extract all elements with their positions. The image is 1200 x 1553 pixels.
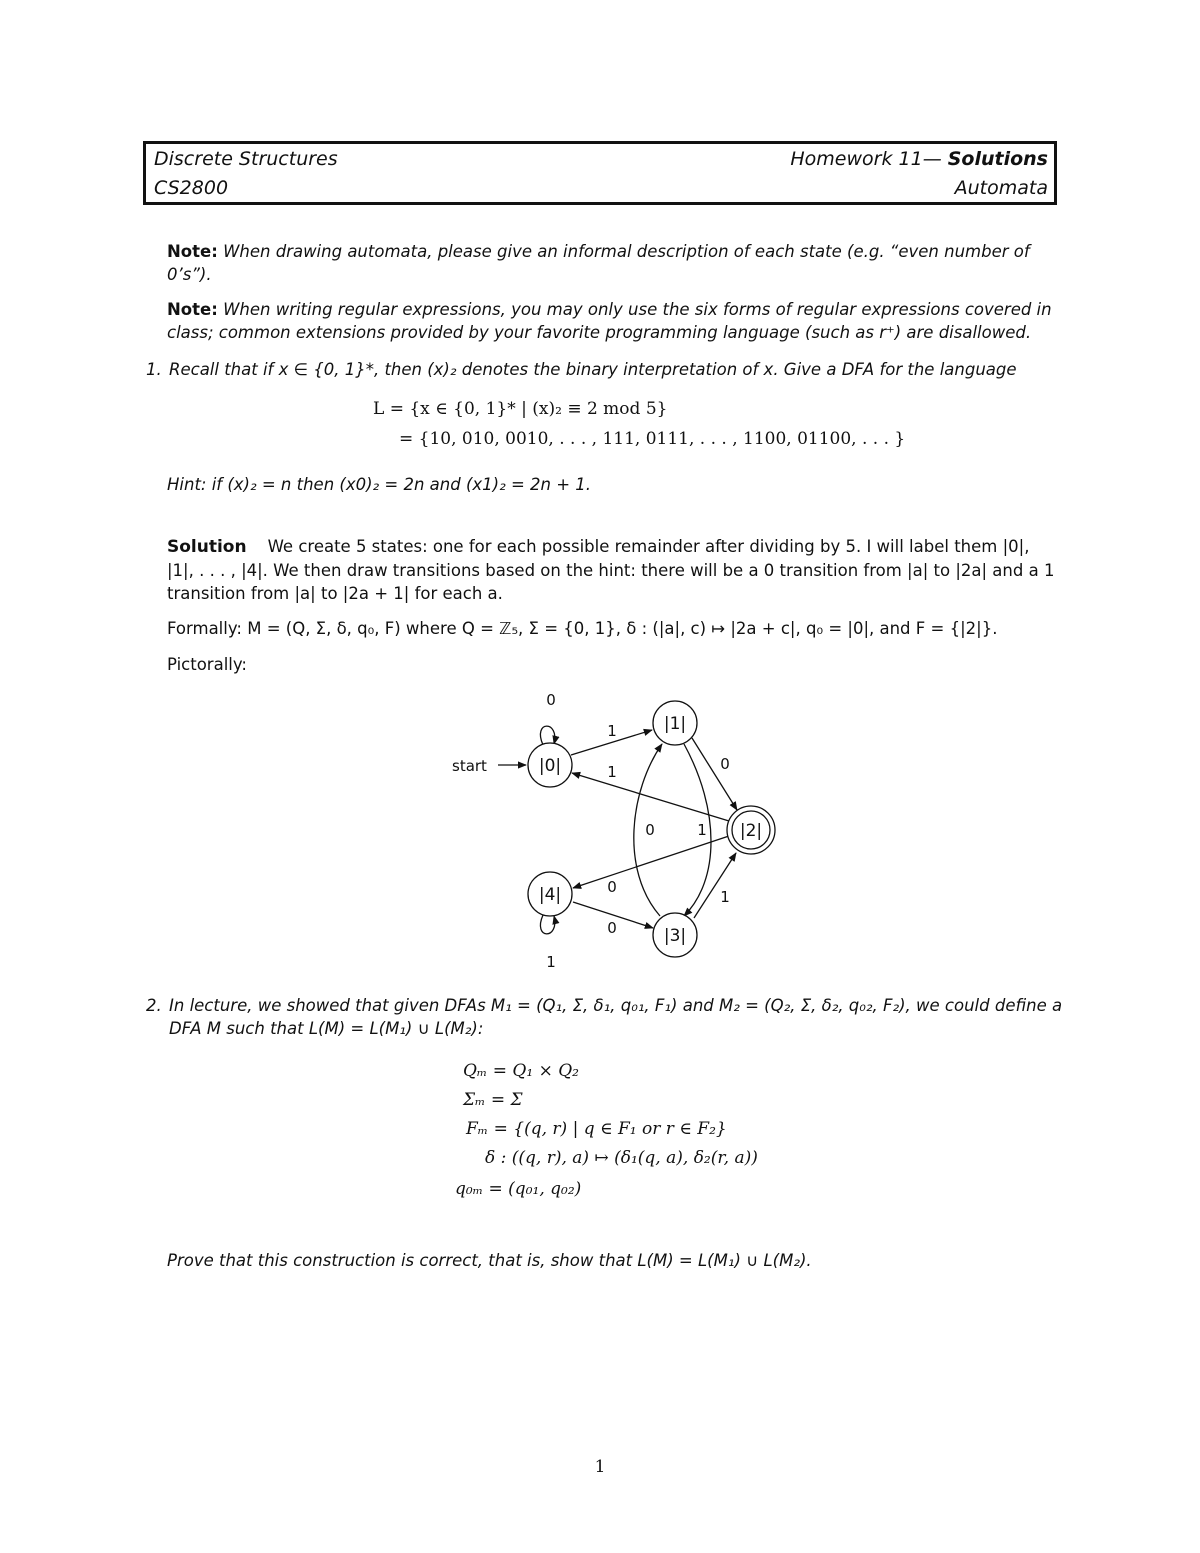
edge-label-s2-s0: 1 [607,763,617,781]
edge-label-s1-s2: 0 [720,755,730,773]
homework-title [790,148,1048,170]
state-3-label: |3| [663,926,687,946]
problem1-number: 1. [146,360,162,379]
homework-title-bold: Solutions [947,148,1048,170]
edge-label-s4-loop: 1 [546,953,556,971]
language-definition: L = {x ∈ {0, 1}* | (x)₂ ≡ 2 mod 5} [373,399,668,419]
edge-s3-s2 [694,853,736,918]
start-label: start [452,757,487,775]
note-text: When writing regular expressions, you may only use the six forms of regular expressions covered in class; common extensions provided by your favorite programming language (such as r⁺) are disallowed. [167,300,1052,342]
page-number: 1 [594,1457,606,1477]
pictorially-label: Pictorally: [167,655,247,674]
problem2-text: In lecture, we showed that given DFAs M₁ = (Q₁, Σ, δ₁, q₀₁, F₁) and M₂ = (Q₂, Σ, δ₂, q₀₂, F₂), we could define a DFA M such that L(M) = L(M₁) ∪ L(M₂): [169,996,1063,1038]
state-2-label: |2| [739,821,763,841]
state-1-label: |1| [663,714,687,734]
dfa-diagram [440,680,800,980]
problem2-number: 2. [146,996,162,1015]
course-name: Discrete Structures [154,148,338,170]
problem1-text: Recall that if x ∈ {0, 1}*, then (x)₂ denotes the binary interpretation of x. Give a DFA for the language [169,360,1017,379]
edge-label-s3-s2: 1 [720,888,730,906]
edge-s1-s2 [692,738,737,810]
state-4-label: |4| [538,885,562,905]
note-text: When drawing automata, please give an informal description of each state (e.g. “even number of 0’s”). [167,242,1030,284]
homework-title-prefix: Homework 11— [790,148,948,170]
solution-label: Solution [167,537,247,557]
edge-label-s0-s1: 1 [607,722,617,740]
course-code: CS2800 [154,177,229,199]
solution-paragraph [167,535,1060,605]
hint: Hint: if (x)₂ = n then (x0)₂ = 2n and (x1)₂ = 2n + 1. [167,475,592,494]
solution-text: We create 5 states: one for each possible remainder after dividing by 5. I will label them |0|, |1|, . . . , |4|. We then draw transitions based on the hint: there will be a 0 transition from |a| to |2a| and a 1 transition from |a| to |2a + 1| for each a. [167,537,1055,603]
edge-label-s3-s1: 1 [697,821,707,839]
eq-states: Qₘ = Q₁ × Q₂ [463,1061,579,1081]
note-drawing [167,240,1062,286]
loop-s4 [540,915,554,934]
state-0-label: |0| [538,756,562,776]
note-label: Note: [167,300,218,319]
prove-statement: Prove that this construction is correct, that is, show that L(M) = L(M₁) ∪ L(M₂). [167,1251,812,1270]
topic: Automata [954,177,1048,199]
language-examples: = {10, 010, 0010, . . . , 111, 0111, . . . , 1100, 01100, . . . } [399,429,906,449]
eq-start: q₀ₘ = (q₀₁, q₀₂) [455,1179,582,1199]
note-label: Note: [167,242,218,261]
edge-label-s1-s3: 0 [645,821,655,839]
edge-label-s0-loop: 0 [546,691,556,709]
eq-final: Fₘ = {(q, r) | q ∈ F₁ or r ∈ F₂} [466,1119,727,1139]
eq-transition: δ : ((q, r), a) ↦ (δ₁(q, a), δ₂(r, a)) [485,1148,758,1168]
formal-definition: Formally: M = (Q, Σ, δ, q₀, F) where Q = ℤ₅, Σ = {0, 1}, δ : (|a|, c) ↦ |2a + c|, q₀ = |0|, and F = {|2|}. [167,619,998,638]
loop-s0 [540,726,554,745]
edge-label-s2-s4: 0 [607,878,617,896]
edge-label-s4-s3: 0 [607,919,617,937]
eq-alphabet: Σₘ = Σ [463,1090,523,1110]
note-regex [167,298,1062,344]
